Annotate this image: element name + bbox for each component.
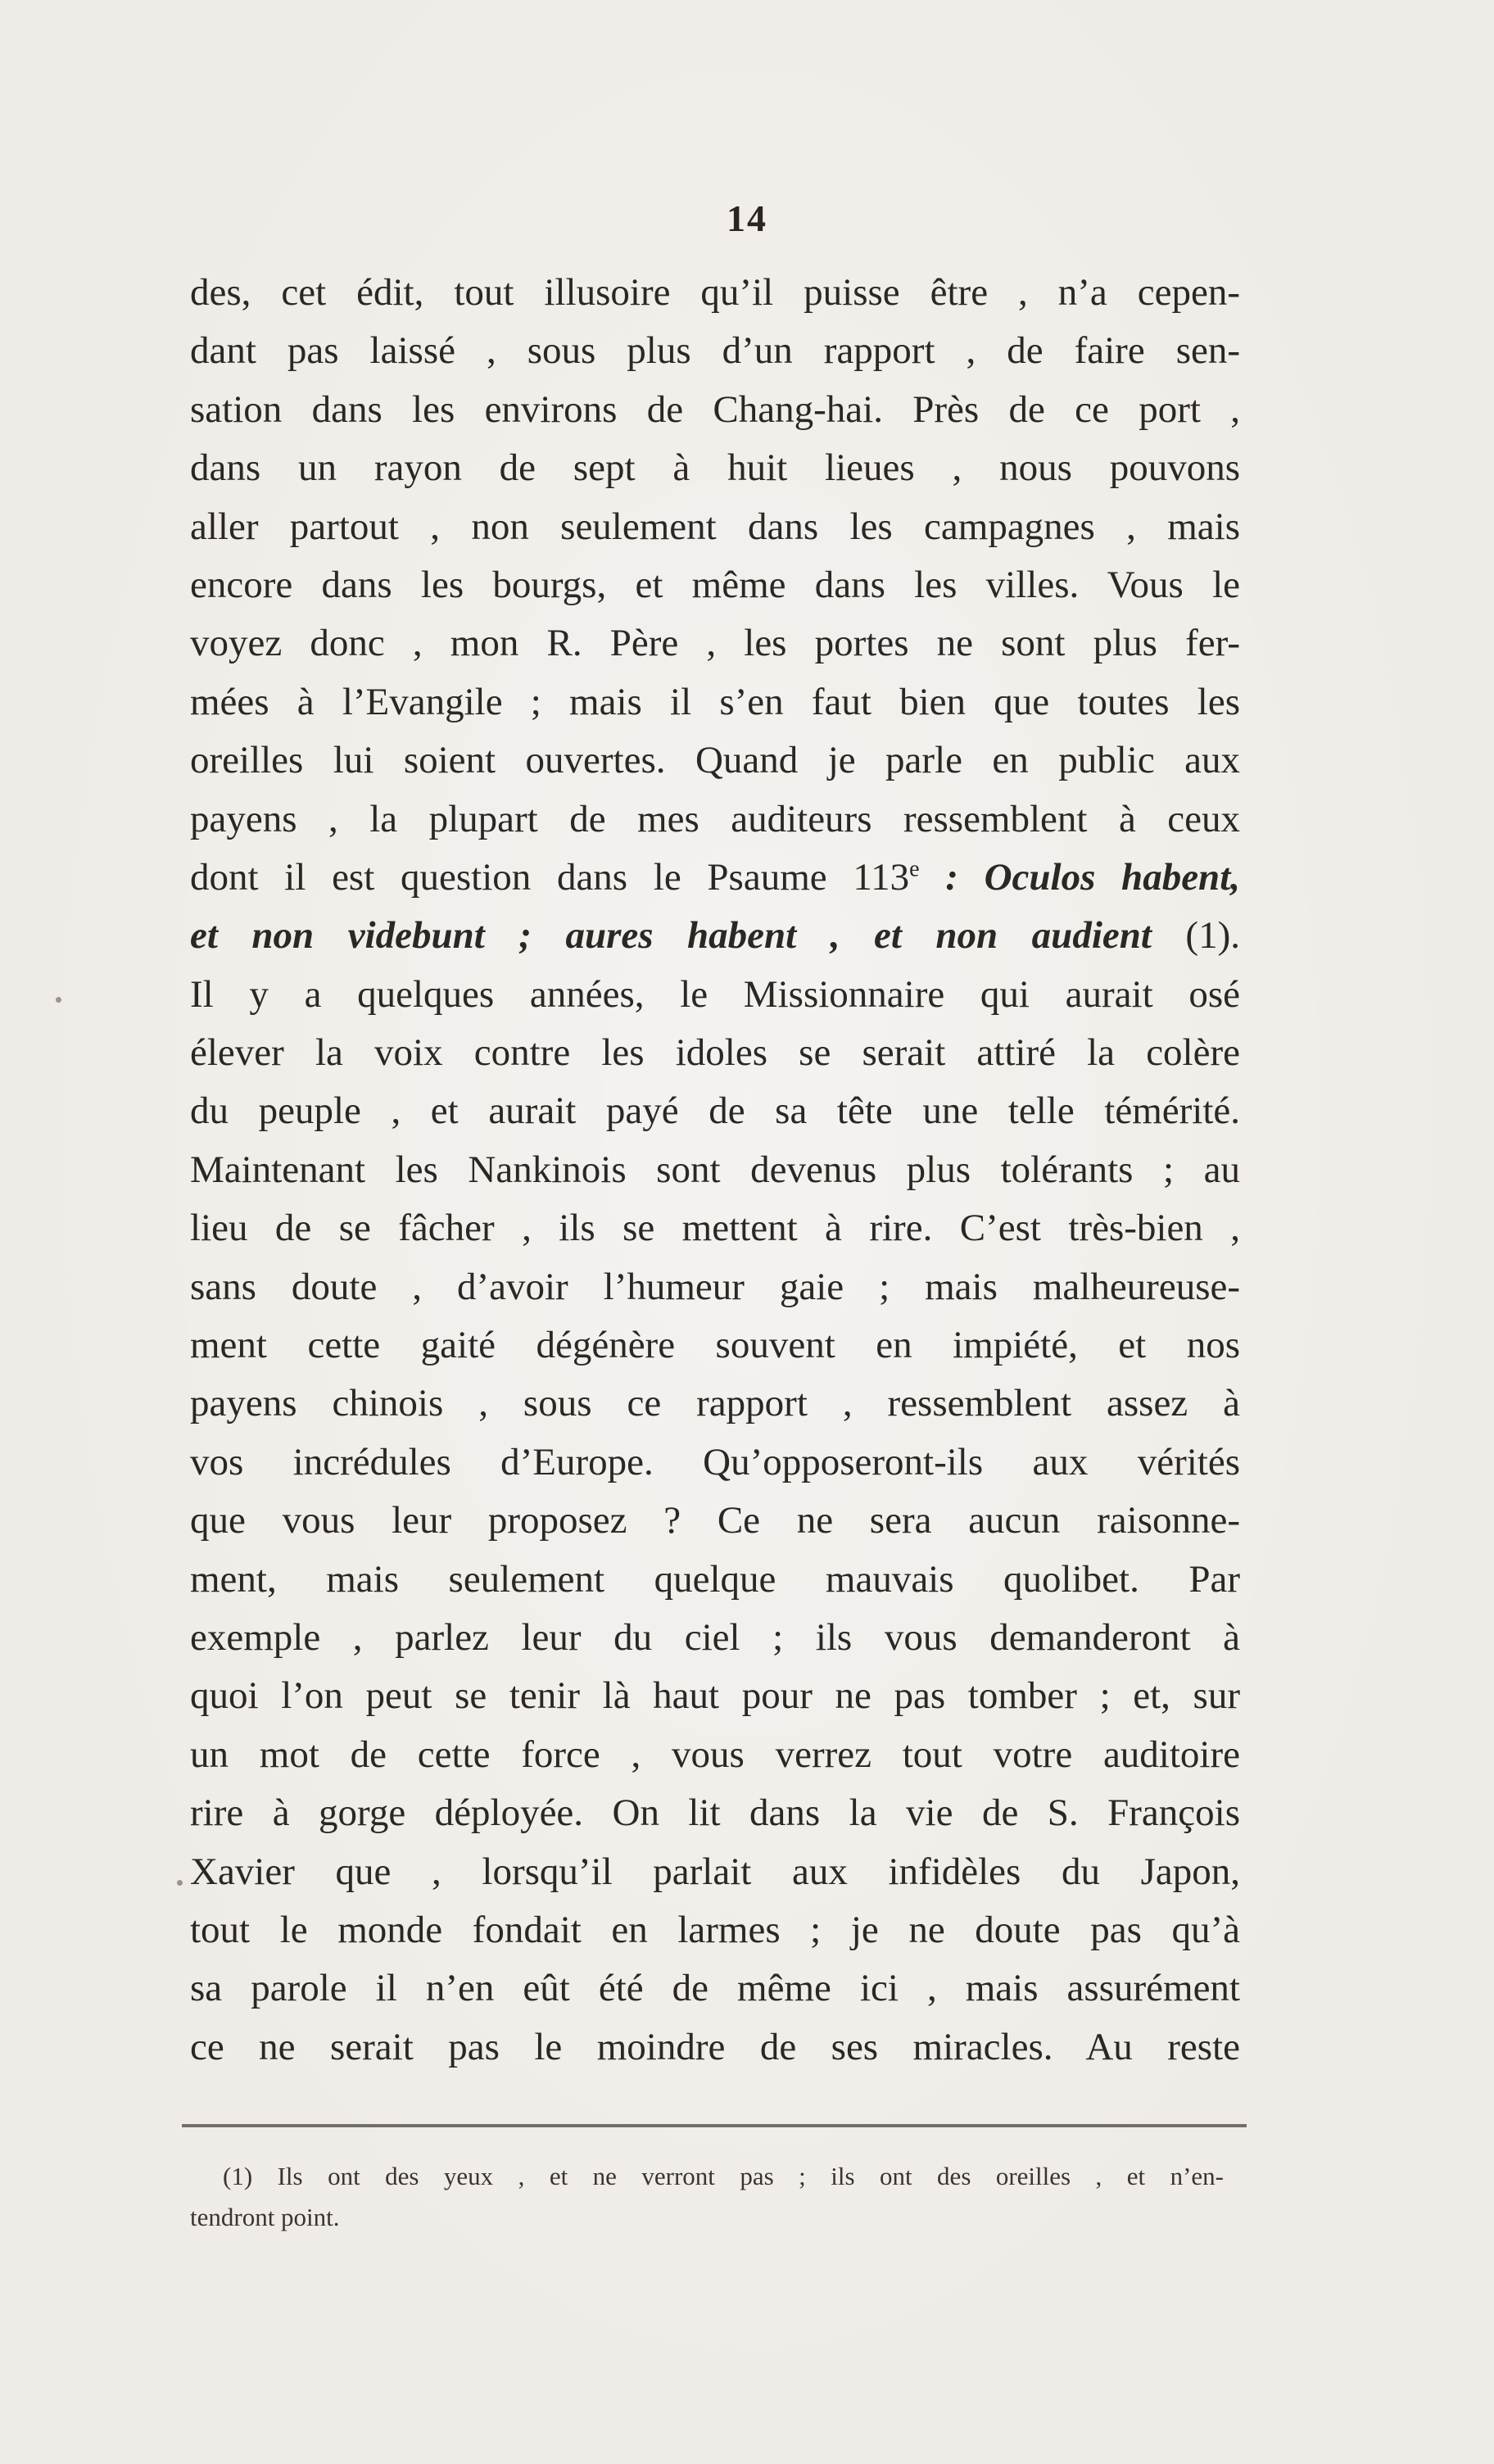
latin-quote-start: : Oculos habent, (919, 855, 1241, 899)
text-line: un mot de cette force , vous verrez tout votre auditoire (190, 1732, 1240, 1776)
text-line: exemple , parlez leur du ciel ; ils vous demanderont à (190, 1615, 1240, 1659)
footnote (190, 2156, 1224, 2238)
text-line: payens , la plupart de mes auditeurs ressemblent à ceux (190, 797, 1240, 840)
text-line: rire à gorge déployée. On lit dans la vie de S. François (190, 1791, 1240, 1835)
psalm-superscript: e (909, 856, 920, 882)
text-line: du peuple , et aurait payé de sa tête une telle témérité. (190, 1089, 1240, 1133)
text-line: ment, mais seulement quelque mauvais quolibet. Par (190, 1557, 1240, 1601)
footnote-line: (1) Ils ont des yeux , et ne verront pas ; ils ont des oreilles , et n’en- (223, 2162, 1224, 2190)
text-line: vos incrédules d’Europe. Qu’opposeront-ils aux vérités (190, 1440, 1240, 1483)
psalm-reference: dont il est question dans le Psaume 113 (190, 855, 910, 899)
margin-dot (56, 997, 61, 1003)
margin-dot (177, 1880, 183, 1886)
text-line-latin (190, 907, 1240, 965)
text-line: Xavier que , lorsqu’il parlait aux infidèles du Japon, (190, 1850, 1240, 1893)
text-line: encore dans les bourgs, et même dans les villes. Vous le (190, 563, 1240, 606)
page-number: 14 (727, 197, 767, 239)
text-line: mées à l’Evangile ; mais il s’en faut bien que toutes les (190, 680, 1240, 723)
text-line: ce ne serait pas le moindre de ses miracles. Au reste (190, 2025, 1240, 2068)
footnote-marker: (1). (1151, 914, 1240, 958)
text-line: des, cet édit, tout illusoire qu’il puisse être , n’a cepen- (190, 271, 1240, 314)
text-line: Il y a quelques années, le Missionnaire qui aurait osé (190, 972, 1240, 1016)
text-line: tout le monde fondait en larmes ; je ne doute pas qu’à (190, 1908, 1240, 1951)
text-line: payens chinois , sous ce rapport , ressemblent assez à (190, 1382, 1240, 1425)
text-line: quoi l’on peut se tenir là haut pour ne pas tomber ; et, sur (190, 1674, 1240, 1718)
text-line: dans un rayon de sept à huit lieues , nous pouvons (190, 446, 1240, 490)
text-line: sation dans les environs de Chang-hai. Près de ce port , (190, 387, 1240, 431)
text-line-psalm (190, 849, 1240, 907)
text-line: que vous leur proposez ? Ce ne sera aucun raisonne- (190, 1499, 1240, 1542)
footnote-line: tendront point. (190, 2203, 340, 2231)
text-line: sa parole il n’en eût été de même ici , mais assurément (190, 1967, 1240, 2010)
body-text (190, 264, 1240, 2077)
latin-quote-end: et non videbunt ; aures habent , et non audient (190, 914, 1152, 958)
text-line: lieu de se fâcher , ils se mettent à rire. C’est très-bien , (190, 1207, 1240, 1250)
text-line: oreilles lui soient ouvertes. Quand je parle en public aux (190, 739, 1240, 782)
text-line: Maintenant les Nankinois sont devenus plus tolérants ; au (190, 1148, 1240, 1191)
text-line: voyez donc , mon R. Père , les portes ne sont plus fer- (190, 622, 1240, 665)
text-line: aller partout , non seulement dans les campagnes , mais (190, 505, 1240, 548)
text-line: sans doute , d’avoir l’humeur gaie ; mais malheureuse- (190, 1265, 1240, 1308)
text-line: dant pas laissé , sous plus d’un rapport , de faire sen- (190, 329, 1240, 373)
footnote-rule (182, 2124, 1247, 2127)
text-line: élever la voix contre les idoles se serait attiré la colère (190, 1031, 1240, 1075)
text-line: ment cette gaité dégénère souvent en impiété, et nos (190, 1324, 1240, 1367)
